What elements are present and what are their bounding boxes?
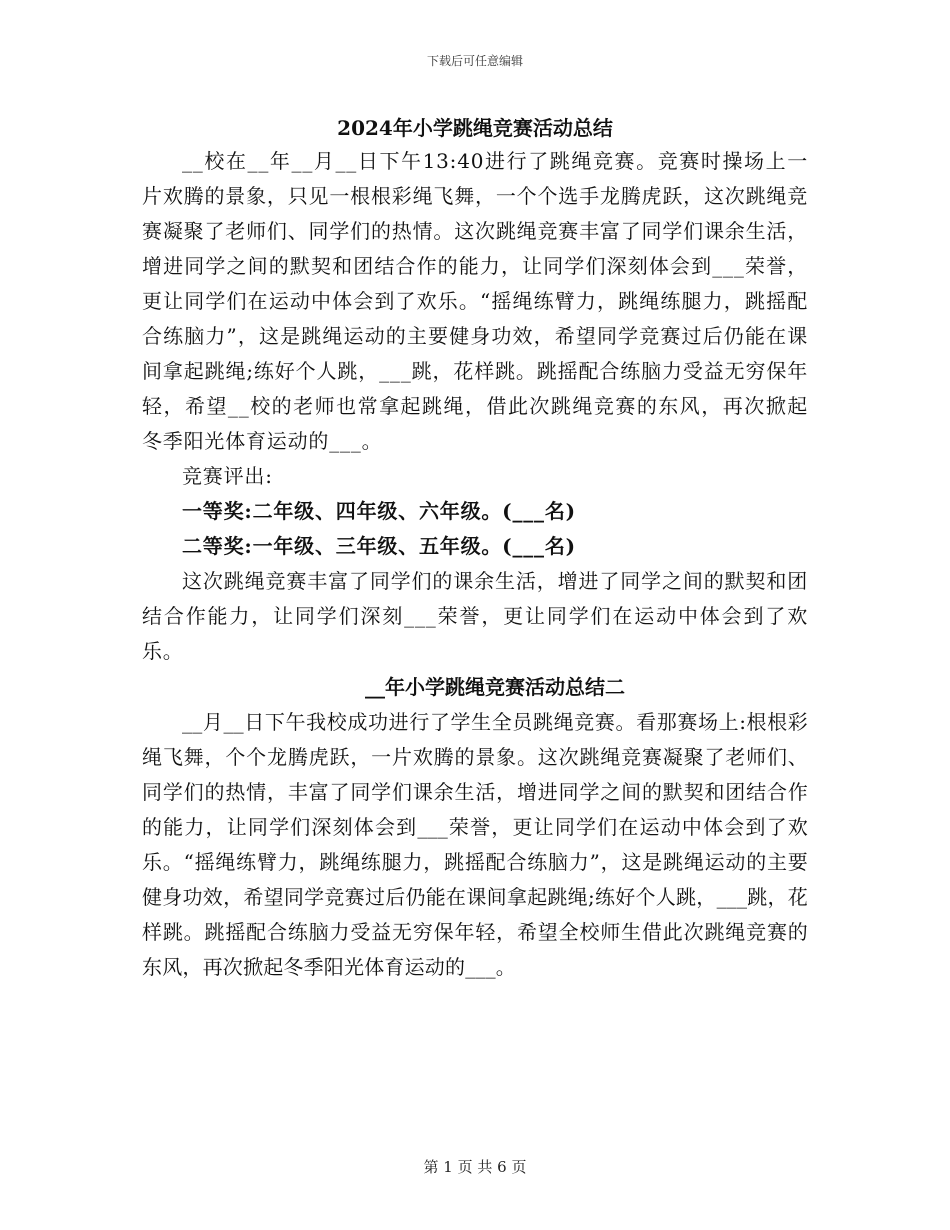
intro-paragraph: __校在__年__月__日下午13:40进行了跳绳竞赛。竞赛时操场上一片欢腾的景象，只见一根根彩绳飞舞，一个个选手龙腾虎跃，这次跳绳竞赛凝聚了老师们、同学们的热情。这次跳绳竞赛丰富了同学们课余生活，增进同学之间的默契和团结合作的能力，让同学们深刻体会到___荣誉，更让同学们在运动中体会到了欢乐。“摇绳练臂力，跳绳练腿力，跳摇配合练脑力”，这是跳绳运动的主要健身功效，希望同学竞赛过后仍能在课间拿起跳绳;练好个人跳，___跳，花样跳。跳摇配合练脑力受益无穷保年轻，希望__校的老师也常拿起跳绳，借此次跳绳竞赛的东风，再次掀起冬季阳光体育运动的___。 [142,149,808,453]
first-prize-line: 一等奖:二年级、四年级、六年级。(___名) [182,499,576,523]
document-body [142,112,808,985]
second-prize-line: 二等奖:一年级、三年级、五年级。(___名) [182,534,576,558]
page-number: 第 1 页 共 6 页 [423,1158,527,1176]
closing-paragraph: 这次跳绳竞赛丰富了同学们的课余生活，增进了同学之间的默契和团结合作能力，让同学们深刻___荣誉，更让同学们在运动中体会到了欢乐。 [142,569,808,663]
document-title: 2024年小学跳绳竞赛活动总结 [337,116,613,140]
results-intro: 竞赛评出: [182,464,273,488]
section-title: __年小学跳绳竞赛活动总结二 [365,675,625,699]
page-header-note: 下载后可任意编辑 [426,54,523,68]
second-summary-paragraph: __月__日下午我校成功进行了学生全员跳绳竞赛。看那赛场上:根根彩绳飞舞，个个龙腾虎跃，一片欢腾的景象。这次跳绳竞赛凝聚了老师们、同学们的热情，丰富了同学们课余生活，增进同学之间的默契和团结合作的能力，让同学们深刻体会到___荣誉，更让同学们在运动中体会到了欢乐。“摇绳练臂力，跳绳练腿力，跳摇配合练脑力”，这是跳绳运动的主要健身功效，希望同学竞赛过后仍能在课间拿起跳绳;练好个人跳，___跳，花样跳。跳摇配合练脑力受益无穷保年轻，希望全校师生借此次跳绳竞赛的东风，再次掀起冬季阳光体育运动的___。 [142,710,808,979]
